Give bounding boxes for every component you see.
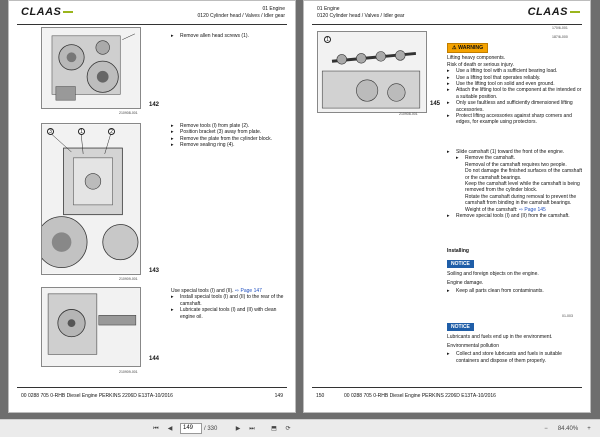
callout-1: 1 (78, 128, 85, 135)
notice-block: NOTICE Lubricants and fuels end up in the environment. Environmental pollution ▸ Collect and store lubricants and fuels in suitable containers and dispose of them properly. (447, 324, 562, 364)
page-link[interactable]: ⇨ Page 147 (234, 288, 262, 294)
camshaft-illustration-145 (318, 32, 426, 112)
page-header (317, 6, 404, 20)
footer-document-id: 00 0288 705 0-RHB Diesel Engine PERKINS 2206D E13TA-10/2016 (21, 393, 173, 399)
section-heading-installing: Installing (447, 248, 469, 254)
reference-code: 01-003 (562, 314, 573, 318)
footer-page-number: 149 (274, 393, 283, 399)
figure-number: 143 (149, 268, 160, 274)
document-page-left (8, 0, 296, 413)
footer-page-number: 150 (316, 393, 325, 399)
total-pages-label: / 330 (204, 426, 218, 432)
engine-illustration-142 (42, 28, 140, 108)
header-section: 0120 Cylinder head / Valves / Idler gear (197, 13, 285, 19)
header-section: 0120 Cylinder head / Valves / Idler gear (317, 13, 405, 19)
callout-2: 2 (108, 128, 115, 135)
figure-number: 142 (149, 102, 160, 108)
viewer-toolbar (0, 419, 600, 437)
figure-145-illustration (317, 31, 427, 113)
first-page-icon[interactable]: ⏮ (153, 426, 159, 432)
zoom-out-icon[interactable]: − (544, 426, 548, 432)
fit-page-icon[interactable]: ⬒ (271, 426, 277, 432)
engine-illustration-143 (42, 124, 140, 274)
page-number-input[interactable]: 149 (180, 423, 202, 434)
figure-code: 210908-001 (399, 112, 418, 116)
zoom-level[interactable]: 84.40% (557, 426, 579, 432)
notice-label: NOTICE (447, 323, 474, 331)
figure-number: 144 (149, 356, 160, 362)
footer-divider (17, 387, 287, 388)
last-page-icon[interactable]: ⏭ (249, 426, 255, 432)
figure-code: 210908-001 (119, 111, 138, 115)
figure-number: 145 (430, 101, 441, 107)
callout-3: 3 (47, 128, 54, 135)
next-page-icon[interactable]: ▶ (235, 426, 241, 432)
header-divider (17, 24, 287, 25)
prev-page-icon[interactable]: ◀ (167, 426, 173, 432)
page-header (198, 6, 285, 20)
engine-illustration-144 (42, 288, 140, 366)
figure-142-illustration (41, 27, 141, 109)
warning-label: ⚠ WARNING (447, 43, 488, 53)
instruction-step: ▸ Remove allen head screws (1). (171, 33, 249, 39)
callout-1: 1 (324, 36, 331, 43)
footer-document-id: 00 0288 705 0-RHB Diesel Engine PERKINS 2206D E13TA-10/2016 (344, 393, 496, 399)
reference-code: 187/6-000 (552, 35, 568, 39)
reference-code: 170/6-001 (552, 26, 568, 30)
instruction-steps: ▸ Remove tools (I) from plate (2). ▸ Position bracket (3) away from plate. ▸ Remove the plate from the cylinder block. ▸ Remove sealing ring (4). (171, 123, 272, 149)
page-link[interactable]: ⇨ Page 145 (518, 206, 546, 213)
figure-code: 210909-001 (119, 370, 138, 374)
notice-label: NOTICE (447, 260, 474, 268)
figure-144-illustration (41, 287, 141, 367)
zoom-in-icon[interactable]: + (587, 426, 591, 432)
removal-steps: ▸ Slide camshaft (1) toward the front of the engine. ▸ Remove the camshaft. Removal of the camshaft requires two people. Do not damage the finished surfaces of the camshaft or the camshaft bearings. Keep the camshaft level while the camshaft is being removed from the cylinder block. Rotate the camshaft during removal to prevent the camshaft from binding in the camshaft bearings. Weight of the camshaft: ⇨ Page 145 ▸ Remove special tools (I) and (II) from the camshaft. (447, 149, 583, 220)
document-page-right (303, 0, 591, 413)
claas-logo: CLAAS (528, 6, 580, 18)
header-chapter: 01 Engine (317, 6, 340, 12)
warning-block: ⚠ WARNING Lifting heavy components. Risk of death or serious injury. ▸ Use a lifting tool with a sufficient bearing load. ▸ Use a lifting tool that operates reliably. ▸ Use the lifting tool on solid and even ground. ▸ Attach the lifting tool to the component at the intended or a suitable position. ▸ Only use faultless and sufficiently dimensioned lifting accessories. ▸ Protect lifting accessories against sharp corners and edges, for example using protectors. (447, 45, 582, 126)
header-divider (312, 24, 582, 25)
figure-143-illustration (41, 123, 141, 275)
instruction-steps: Use special tools (I) and (II). ⇨ Page 147 ▸ Install special tools (I) and (II) to the rear of the camshaft. ▸ Lubricate special tools (I) and (II) with clean engine oil. (171, 288, 284, 320)
notice-block: NOTICE Soiling and foreign objects on the engine. Engine damage. ▸ Keep all parts clean from contaminants. (447, 261, 544, 295)
claas-logo: CLAAS (21, 6, 73, 18)
footer-divider (312, 387, 582, 388)
header-chapter: 01 Engine (262, 6, 285, 12)
figure-code: 210909-001 (119, 277, 138, 281)
rotate-icon[interactable]: ⟳ (285, 426, 291, 432)
